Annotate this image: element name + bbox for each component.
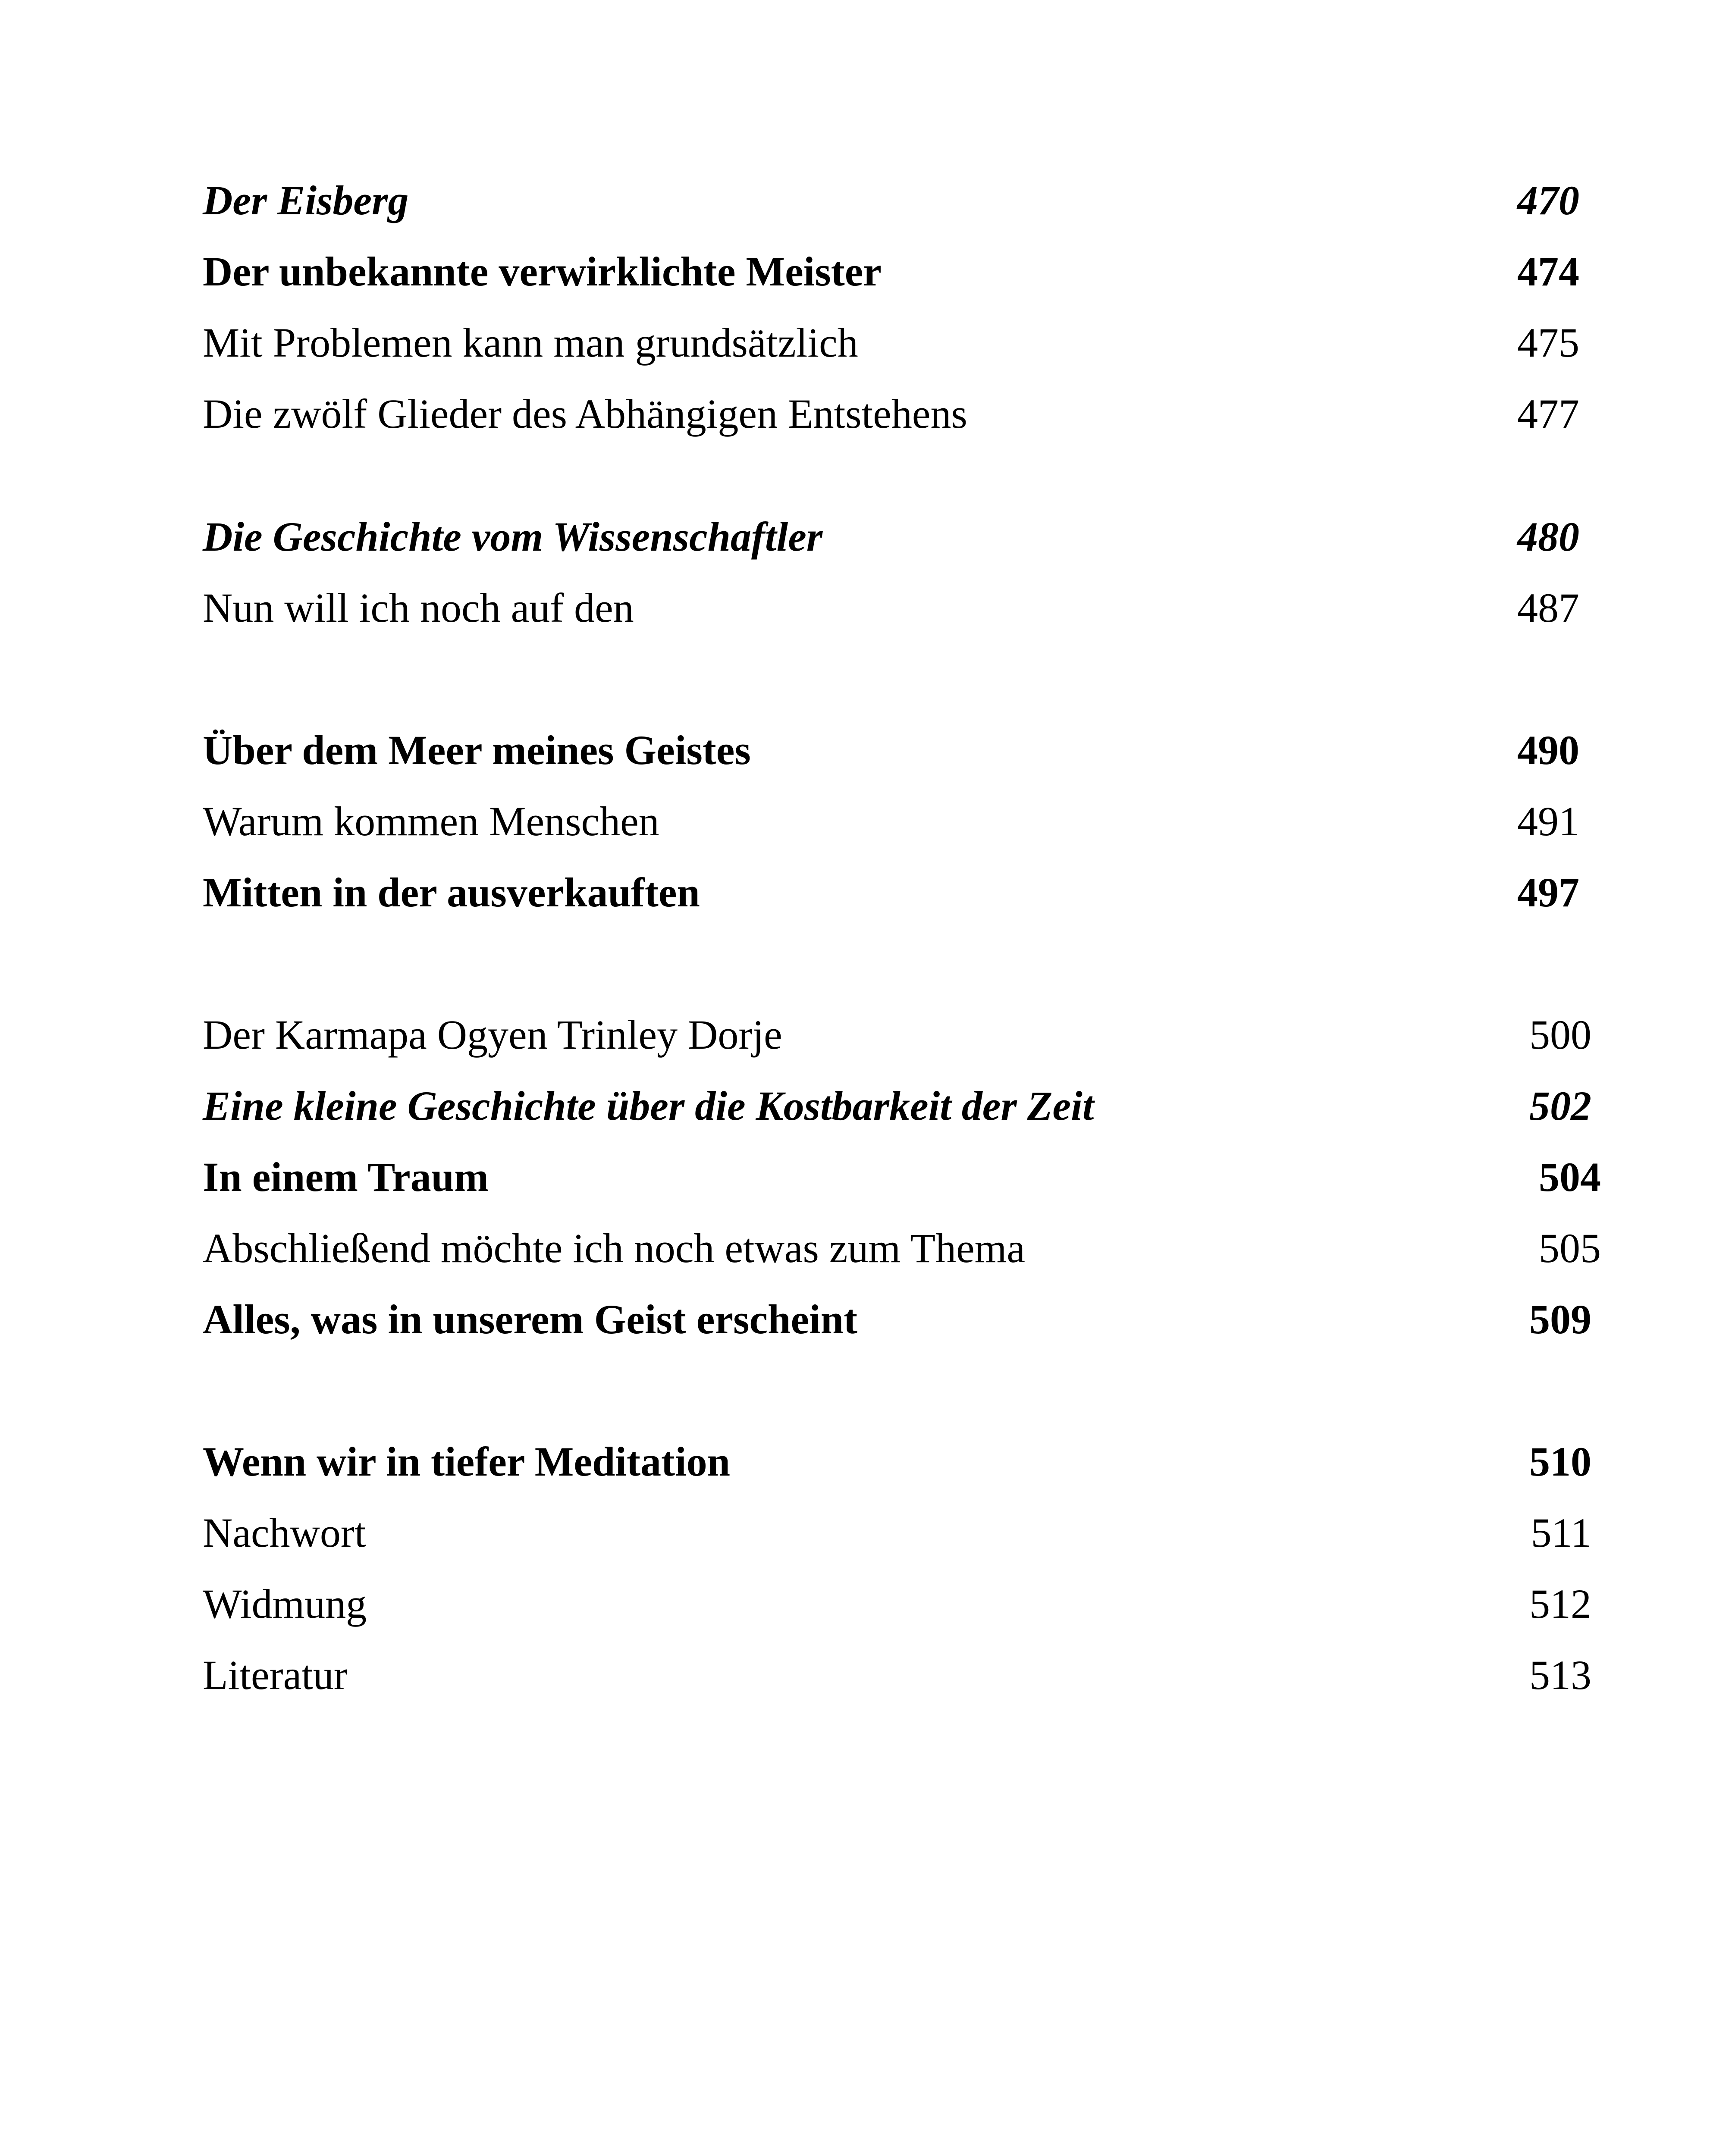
- toc-entry-title: Nun will ich noch auf den: [203, 585, 634, 631]
- toc-entry-page: 511: [1531, 1510, 1591, 1556]
- toc-entry-page: 491: [1517, 798, 1579, 844]
- toc-entry-page: 504: [1539, 1154, 1601, 1200]
- toc-entry-title: Widmung: [203, 1581, 367, 1627]
- toc-entry-page: 480: [1517, 514, 1579, 560]
- toc-entry-page: 505: [1539, 1225, 1601, 1271]
- toc-entry-title: Über dem Meer meines Geistes: [203, 727, 751, 773]
- toc-entry-page: 487: [1517, 585, 1579, 631]
- toc-entry-title: Wenn wir in tiefer Meditation: [203, 1438, 731, 1485]
- toc-entry-title: Der Karmapa Ogyen Trinley Dorje: [203, 1012, 782, 1058]
- toc-entry-page: 509: [1529, 1296, 1591, 1342]
- toc-entry-title: Der Eisberg: [203, 177, 409, 223]
- toc-entry-title: Die Geschichte vom Wissenschaftler: [203, 514, 823, 560]
- toc-entry-title: Eine kleine Geschichte über die Kostbarkeit der Zeit: [203, 1083, 1094, 1129]
- toc-entry-page: 475: [1517, 320, 1579, 366]
- toc-entry-title: Nachwort: [203, 1510, 366, 1556]
- toc-entry-title: In einem Traum: [203, 1154, 489, 1200]
- toc-entry-page: 477: [1517, 391, 1579, 437]
- toc-entry-page: 474: [1517, 248, 1579, 295]
- toc-entry-page: 497: [1517, 869, 1579, 915]
- toc-entry-page: 513: [1529, 1652, 1591, 1698]
- toc-entry-page: 502: [1529, 1083, 1591, 1129]
- toc-entry-page: 500: [1529, 1012, 1591, 1058]
- toc-entry-title: Mit Problemen kann man grundsätzlich: [203, 320, 858, 366]
- toc-entry-page: 510: [1529, 1438, 1591, 1485]
- toc-entry-page: 470: [1517, 177, 1579, 223]
- toc-entry-title: Die zwölf Glieder des Abhängigen Entstehens: [203, 391, 967, 437]
- toc-entry-title: Der unbekannte verwirklichte Meister: [203, 248, 882, 295]
- toc-entry-page: 512: [1529, 1581, 1591, 1627]
- toc-entry-title: Mitten in der ausverkauften: [203, 869, 700, 915]
- toc-entry-title: Literatur: [203, 1652, 348, 1698]
- toc-entry-title: Warum kommen Menschen: [203, 798, 659, 844]
- toc-entry-page: 490: [1517, 727, 1579, 773]
- toc-entry-title: Alles, was in unserem Geist erscheint: [203, 1296, 858, 1342]
- toc-entry-title: Abschließend möchte ich noch etwas zum Thema: [203, 1225, 1025, 1271]
